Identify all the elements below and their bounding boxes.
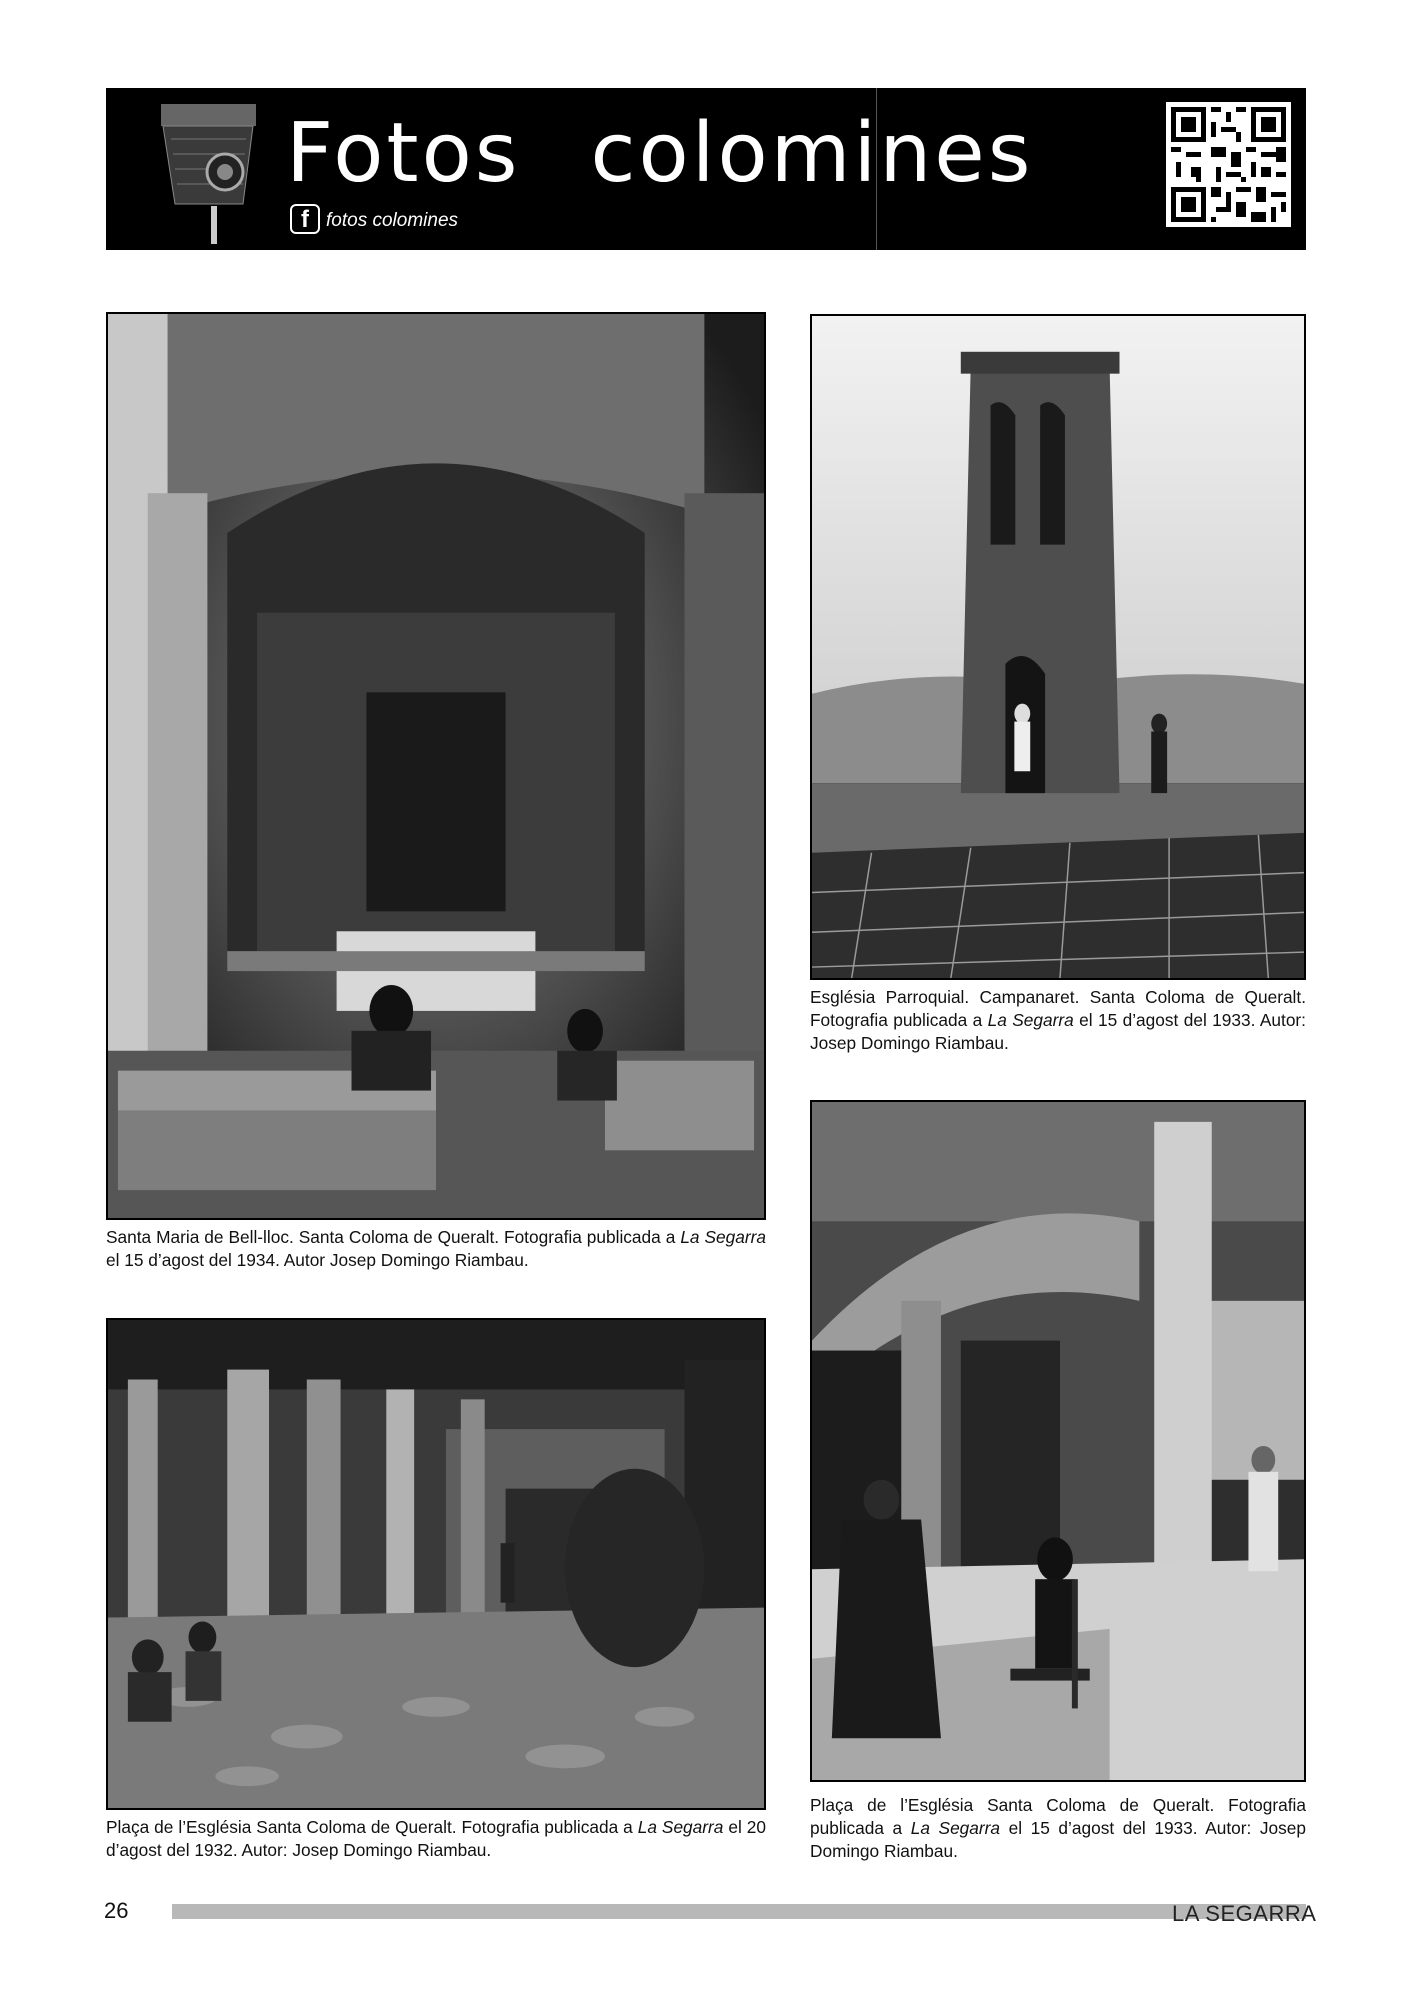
facebook-label[interactable]: fotos colomines	[326, 210, 459, 231]
caption-text: Santa Maria de Bell-lloc. Santa Coloma de Queralt. Fotografia publicada a	[106, 1227, 681, 1247]
camera-icon	[151, 94, 271, 244]
caption-text: Plaça de l’Església Santa Coloma de Queralt. Fotografia publicada a	[106, 1817, 638, 1837]
caption-text: Església Parroquial. Campanaret. Santa Coloma de Queralt. Fotografia publicada a	[810, 987, 1306, 1030]
photo-church-interior	[106, 312, 766, 1220]
caption-publication: La Segarra	[637, 1817, 724, 1837]
photo-bell-tower	[810, 314, 1306, 980]
photo-square-women	[810, 1100, 1306, 1782]
page-number: 26	[104, 1898, 129, 1923]
header-banner	[106, 88, 1306, 250]
caption-text: el 15 d’agost del 1933. Autor: Josep Domingo Riambau.	[810, 1818, 1306, 1861]
title-fotos: Fotos	[286, 106, 521, 201]
caption-publication: La Segarra	[910, 1818, 1001, 1838]
caption-square-women	[810, 1794, 1306, 1863]
caption-square-children	[106, 1816, 766, 1862]
caption-text: el 15 d’agost del 1934. Autor Josep Domingo Riambau.	[106, 1250, 529, 1270]
banner-title	[286, 106, 1033, 201]
facebook-icon[interactable]: f	[290, 204, 320, 234]
caption-publication: La Segarra	[680, 1227, 766, 1247]
title-colomines: colomines	[590, 106, 1034, 201]
photo-square-children	[106, 1318, 766, 1810]
publication-name: LA SEGARRA	[1172, 1901, 1317, 1926]
footer-bar	[172, 1904, 1306, 1919]
caption-text: el 20 d’agost del 1932. Autor: Josep Domingo Riambau.	[106, 1817, 766, 1860]
caption-bell-tower	[810, 986, 1306, 1055]
caption-text: Plaça de l’Església Santa Coloma de Queralt. Fotografia publicada a	[810, 1795, 1306, 1838]
caption-text: el 15 d’agost del 1933. Autor: Josep Domingo Riambau.	[810, 1010, 1306, 1053]
qr-code-icon[interactable]	[1166, 102, 1291, 227]
caption-church-interior	[106, 1226, 766, 1272]
caption-publication: La Segarra	[987, 1010, 1074, 1030]
